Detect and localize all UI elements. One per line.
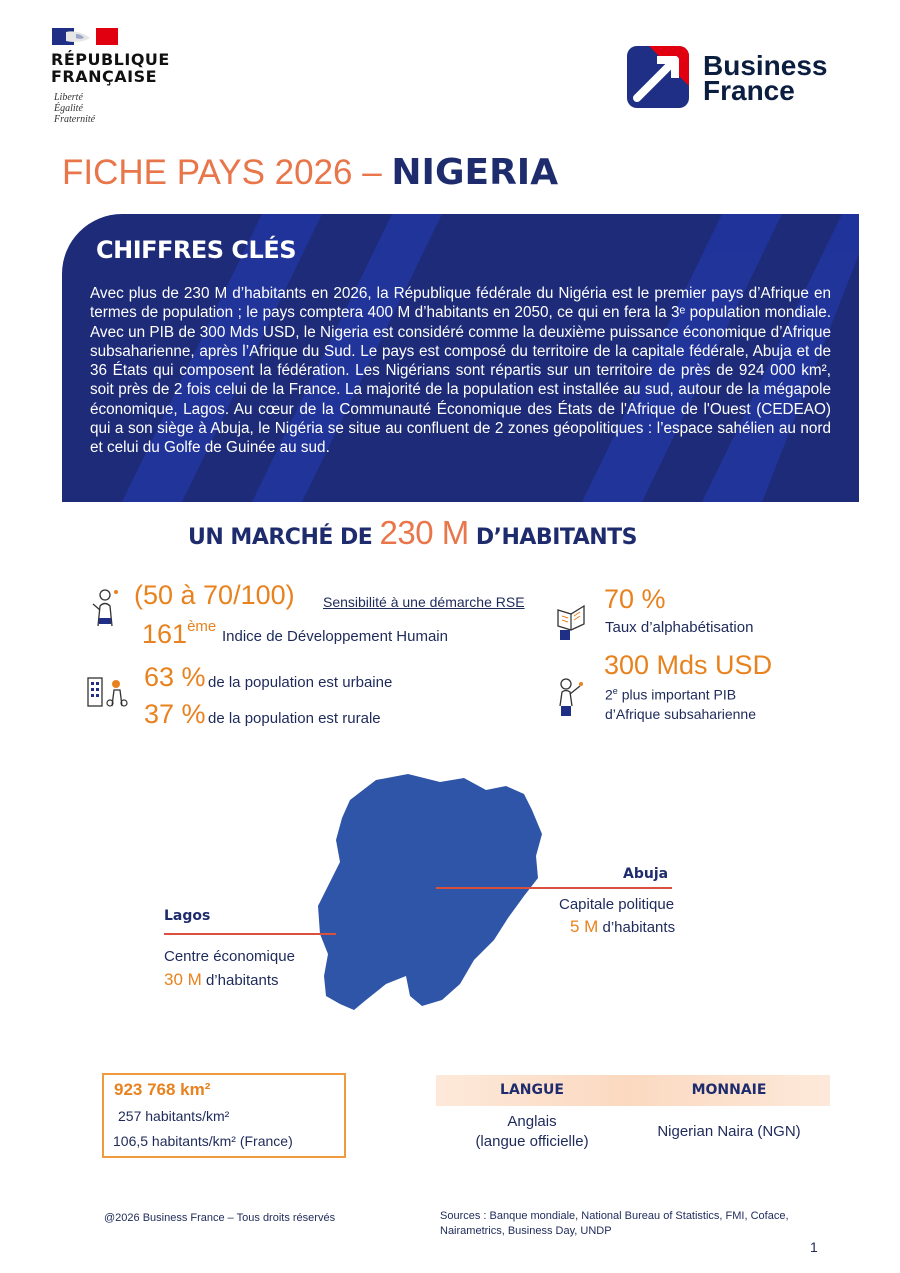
key-figures-heading: CHIFFRES CLÉS [96, 236, 297, 264]
lagos-name: Lagos [164, 908, 211, 924]
gdp-label-2: d’Afrique subsaharienne [605, 706, 756, 722]
abuja-pop-label: d’habitants [598, 919, 676, 936]
market-heading [188, 514, 637, 552]
gdp-value: 300 Mds USD [604, 650, 773, 680]
nigeria-shape [318, 774, 542, 1010]
idh-value-group [142, 618, 216, 650]
lagos-role: Centre économique [164, 948, 295, 965]
person-presenting-icon [552, 676, 586, 718]
republique-motto: Liberté Égalité Fraternité [54, 92, 96, 125]
surface-area: 923 768 km² [114, 1080, 211, 1099]
rse-value: (50 à 70/100) [134, 580, 295, 610]
rural-label: de la population est rurale [208, 710, 381, 727]
marianne-flag-logo [52, 28, 118, 45]
currency-value: Nigerian Naira (NGN) [657, 1123, 801, 1140]
abuja-pop [570, 917, 675, 937]
page-title [62, 152, 558, 193]
language-value [436, 1112, 628, 1152]
market-heading-number: 230 M [379, 514, 469, 551]
business-france-wordmark: Business France [703, 50, 828, 106]
market-heading-post: D’HABITANTS [468, 525, 637, 550]
language-value-2: (langue officielle) [475, 1133, 589, 1150]
sources-line-2: Nairametrics, Business Day, UNDP [440, 1225, 612, 1237]
gdp-rank-sup: e [612, 686, 618, 696]
language-title: LANGUE [500, 1082, 564, 1098]
republique-francaise-wordmark: RÉPUBLIQUE FRANÇAISE [51, 50, 170, 86]
surface-density: 257 habitants/km² [118, 1108, 230, 1124]
market-heading-pre: UN MARCHÉ DE [188, 525, 380, 550]
urban-label: de la population est urbaine [208, 674, 393, 691]
idh-label: Indice de Développement Humain [222, 628, 448, 645]
abuja-pop-value: 5 M [570, 917, 599, 936]
page-number: 1 [810, 1239, 818, 1255]
gdp-rank: 2 [605, 686, 613, 703]
lagos-leader-line [164, 933, 336, 935]
abuja-name: Abuja [623, 866, 669, 882]
key-figures-text: Avec plus de 230 M d’habitants en 2026, la République fédérale du Nigéria est le premier pays d’Afrique en termes de population ; le pays comptera 400 M d’habitants en 2050, ce qui en fera la 3ᵉ population mondiale. Avec un PIB de 300 Mds USD, le Nigeria est considéré comme la deuxième puissance économique d’Afrique subsaharienne, après l’Afrique du Sud. Le pays est composé du territoire de la capitale fédérale, Abuja et de 36 États qui composent la fédération. Les Nigérians sont répartis sur un territoire de près de 924 000 km², soit près de 2 fois celui de la France. La majorité de la population est installée au sud, autour de la mégapole économique, Lagos. Au cœur de la Communauté Économique des États de l'Afrique de l'Ouest (CEDEAO) qui a son siège à Abuja, le Nigéria se situe au confluent de 2 zones géopolitiques : l’espace sahélien au nord et celui du Golfe de Guinée au sud. [90, 285, 831, 457]
literacy-label: Taux d’alphabétisation [605, 619, 754, 636]
rse-label: Sensibilité à une démarche RSE [323, 594, 525, 610]
idh-sup: ème [187, 618, 217, 635]
surface-density-france: 106,5 habitants/km² (France) [113, 1133, 293, 1149]
language-value-1: Anglais [507, 1113, 557, 1130]
gdp-label-1: plus important PIB [617, 686, 737, 703]
person-thinking-icon [88, 586, 122, 628]
abuja-role: Capitale politique [559, 896, 675, 913]
gdp-rank-line [605, 686, 736, 703]
lagos-pop [164, 970, 279, 990]
business-france-logo-icon [627, 46, 689, 108]
city-building-icon [86, 672, 128, 708]
rural-value: 37 % [144, 699, 206, 729]
literacy-value: 70 % [604, 584, 666, 614]
lagos-pop-label: d’habitants [201, 972, 279, 989]
abuja-leader-line [436, 887, 672, 889]
title-prefix: FICHE PAYS 2026 – [62, 153, 392, 192]
nigeria-map [310, 770, 550, 1015]
copyright: @2026 Business France – Tous droits réservés [104, 1212, 336, 1224]
idh-value: 161 [142, 619, 188, 649]
lagos-pop-value: 30 M [164, 970, 202, 989]
urban-value: 63 % [144, 662, 206, 692]
currency-title: MONNAIE [691, 1082, 767, 1098]
title-country: NIGERIA [391, 152, 559, 193]
sources-line-1: Sources : Banque mondiale, National Bureau of Statistics, FMI, Coface, [440, 1210, 789, 1222]
reading-book-icon [554, 600, 588, 642]
